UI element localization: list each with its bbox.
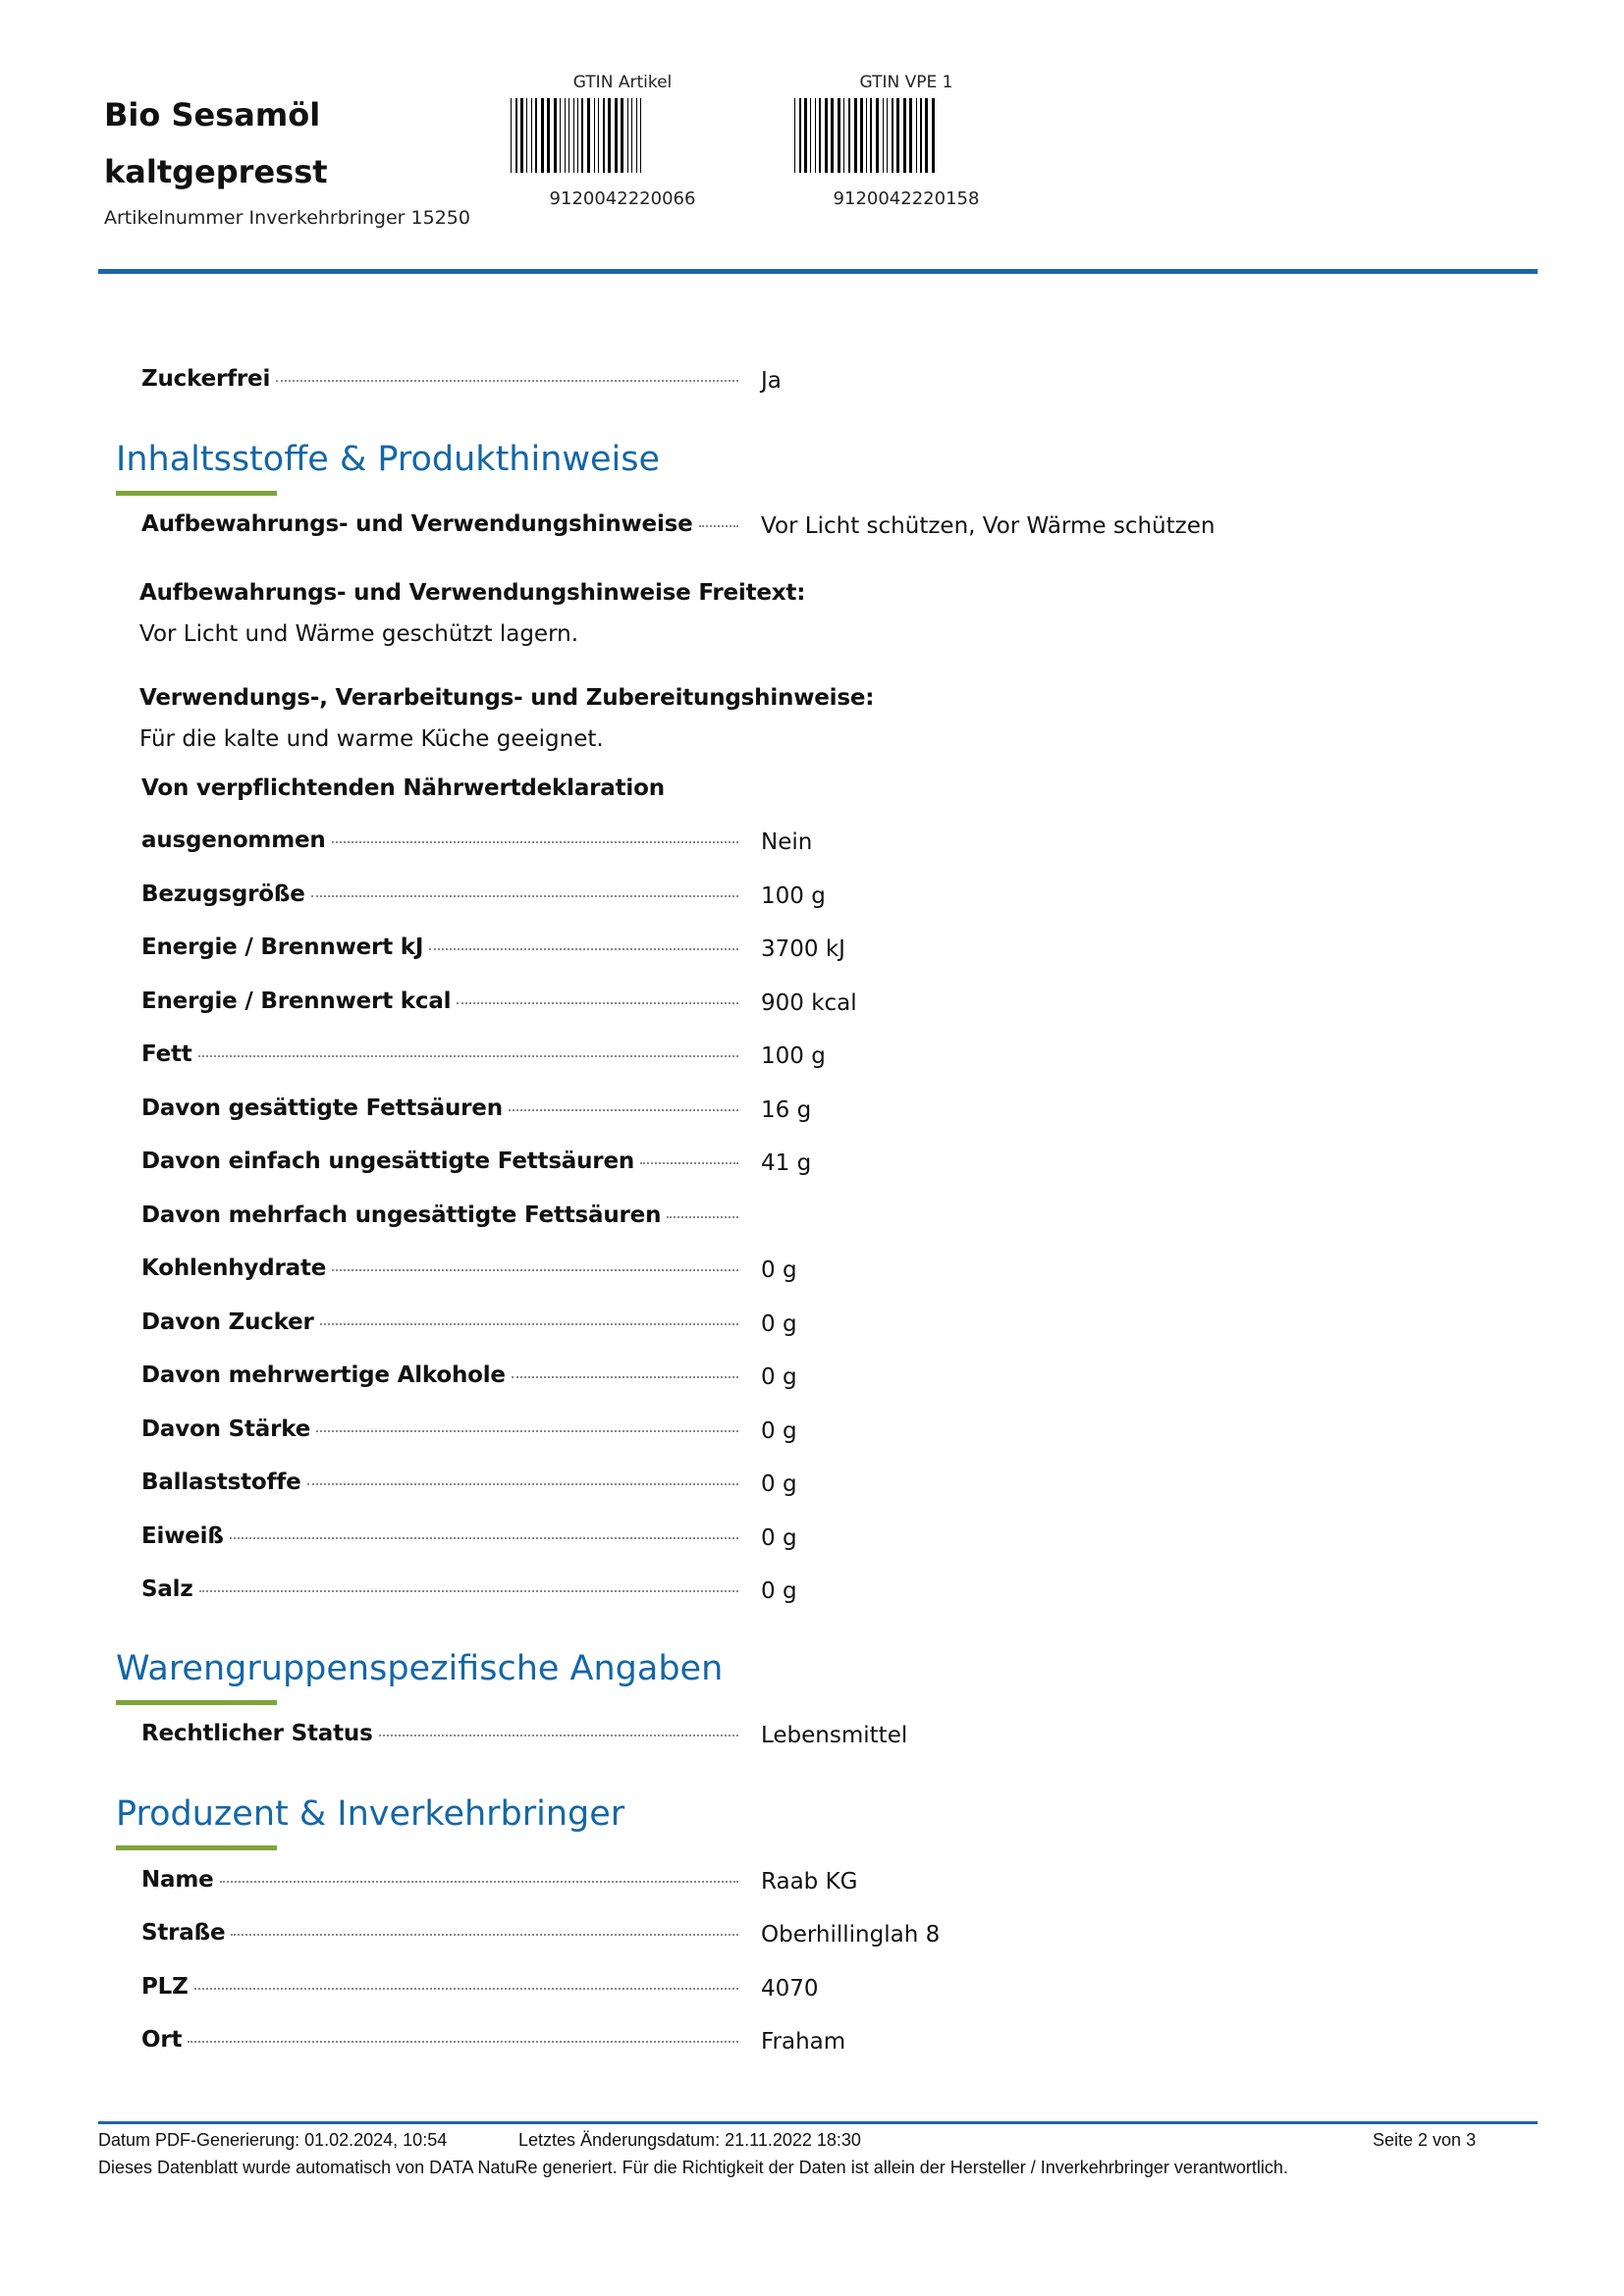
nutrition-row (141, 1576, 738, 1602)
row-key: Davon mehrwertige Alkohole (141, 1362, 506, 1388)
leader-dots (512, 1376, 738, 1378)
nutrition-row (141, 1469, 738, 1495)
row-legal-status (141, 1721, 738, 1746)
leader-dots (311, 895, 738, 897)
row-value: 0 g (761, 1257, 797, 1283)
leader-dots (230, 1537, 738, 1539)
row-value: Nein (761, 829, 813, 855)
row-key: Ort (141, 2027, 183, 2053)
row-key: Ballaststoffe (141, 1469, 301, 1495)
storage-freetext-heading: Aufbewahrungs- und Verwendungshinweise Freitext: (139, 580, 806, 606)
header-divider (98, 269, 1538, 274)
leader-dots (316, 1430, 738, 1432)
barcode-graphic (509, 98, 736, 173)
row-value: 100 g (761, 883, 826, 909)
row-value: 100 g (761, 1043, 826, 1069)
leader-dots (667, 1216, 738, 1218)
barcode-graphic (792, 98, 1020, 173)
usage-text: Für die kalte und warme Küche geeignet. (139, 726, 604, 752)
row-value: 3700 kJ (761, 936, 845, 962)
gtin-vpe-number: 9120042220158 (833, 188, 980, 209)
section-underline (116, 1845, 277, 1850)
leader-dots (220, 1881, 738, 1883)
row-key: Straße (141, 1920, 226, 1946)
product-title-line1: Bio Sesamöl (104, 96, 321, 133)
nutrition-row (141, 828, 738, 853)
row-value: 16 g (761, 1097, 812, 1123)
article-number: Artikelnummer Inverkehrbringer 15250 (104, 207, 470, 229)
row-storage (141, 511, 738, 537)
leader-dots (699, 525, 738, 527)
nutrition-row (141, 1255, 738, 1281)
row-key: Davon Zucker (141, 1309, 314, 1335)
gtin-article-label: GTIN Artikel (572, 73, 673, 92)
section-title-product-group: Warengruppenspezifische Angaben (116, 1649, 724, 1688)
footer-page: Seite 2 von 3 (1373, 2130, 1477, 2150)
row-key: Davon einfach ungesättigte Fettsäuren (141, 1148, 635, 1174)
row-producer-name (141, 1867, 738, 1893)
row-value: Oberhillinglah 8 (761, 1922, 941, 1948)
row-value: Lebensmittel (761, 1723, 908, 1748)
leader-dots (640, 1162, 738, 1164)
row-key: ausgenommen (141, 828, 326, 853)
row-key: Name (141, 1867, 214, 1893)
row-key: Rechtlicher Status (141, 1721, 373, 1746)
footer-disclaimer: Dieses Datenblatt wurde automatisch von DATA NatuRe generiert. Für die Richtigkeit der Daten ist allein der Hersteller / Inverkehrbringer verantwortlich. (98, 2158, 1288, 2177)
row-key: Salz (141, 1576, 193, 1602)
leader-dots (332, 1269, 738, 1271)
leader-dots (276, 380, 738, 382)
leader-dots (307, 1483, 738, 1485)
footer-divider (98, 2121, 1538, 2124)
row-zuckerfrei (141, 366, 738, 392)
row-key: PLZ (141, 1974, 189, 2000)
section-title-ingredients: Inhaltsstoffe & Produkthinweise (116, 440, 661, 479)
leader-dots (332, 841, 738, 843)
row-value: 0 g (761, 1311, 797, 1337)
section-underline (116, 491, 277, 496)
leader-dots (320, 1323, 738, 1325)
nutrition-row (141, 1202, 738, 1228)
row-key: Zuckerfrei (141, 366, 271, 392)
gtin-vpe-block (788, 73, 1024, 209)
nutrition-row (141, 934, 738, 960)
nutrition-row (141, 988, 738, 1014)
gtin-article-barcode (509, 98, 736, 173)
nutrition-exempt-line1: Von verpflichtenden Nährwertdeklaration (141, 775, 665, 801)
nutrition-row (141, 1041, 738, 1067)
row-key: Davon gesättigte Fettsäuren (141, 1095, 503, 1121)
leader-dots (379, 1735, 738, 1736)
row-value: 0 g (761, 1471, 797, 1497)
row-value: 0 g (761, 1525, 797, 1551)
row-key: Aufbewahrungs- und Verwendungshinweise (141, 511, 693, 537)
row-key: Davon Stärke (141, 1416, 311, 1442)
gtin-vpe-barcode (792, 98, 1020, 173)
section-title-producer: Produzent & Inverkehrbringer (116, 1794, 625, 1834)
storage-freetext-text: Vor Licht und Wärme geschützt lagern. (139, 621, 579, 647)
row-value: Fraham (761, 2029, 846, 2055)
nutrition-row (141, 881, 738, 907)
row-key: Fett (141, 1041, 192, 1067)
row-key: Energie / Brennwert kJ (141, 934, 424, 960)
nutrition-row (141, 1523, 738, 1549)
row-value: 0 g (761, 1364, 797, 1390)
row-producer-street (141, 1920, 738, 1946)
gtin-article-number: 9120042220066 (549, 188, 696, 209)
leader-dots (429, 948, 738, 950)
row-value: Ja (761, 368, 782, 394)
nutrition-row (141, 1416, 738, 1442)
row-key: Davon mehrfach ungesättigte Fettsäuren (141, 1202, 662, 1228)
section-underline (116, 1700, 277, 1705)
row-value: Vor Licht schützen, Vor Wärme schützen (761, 513, 1216, 539)
nutrition-row (141, 1309, 738, 1335)
row-key: Eiweiß (141, 1523, 224, 1549)
row-value: 0 g (761, 1578, 797, 1604)
row-producer-zip (141, 1974, 738, 2000)
row-value: 0 g (761, 1418, 797, 1444)
gtin-article-block (505, 73, 740, 209)
footer-modified: Letztes Änderungsdatum: 21.11.2022 18:30 (518, 2130, 861, 2150)
leader-dots (199, 1590, 738, 1592)
nutrition-row (141, 1148, 738, 1174)
leader-dots (198, 1055, 738, 1057)
row-value: 41 g (761, 1150, 812, 1176)
row-key: Energie / Brennwert kcal (141, 988, 452, 1014)
leader-dots (194, 1988, 738, 1990)
leader-dots (188, 2041, 738, 2043)
row-value: 4070 (761, 1976, 819, 2002)
leader-dots (509, 1109, 738, 1111)
row-producer-city (141, 2027, 738, 2053)
nutrition-row (141, 1362, 738, 1388)
nutrition-row (141, 1095, 738, 1121)
footer-generated: Datum PDF-Generierung: 01.02.2024, 10:54 (98, 2130, 448, 2150)
row-key: Bezugsgröße (141, 881, 305, 907)
gtin-vpe-label: GTIN VPE 1 (859, 73, 953, 92)
row-value: Raab KG (761, 1869, 858, 1895)
usage-heading: Verwendungs-, Verarbeitungs- und Zubereitungshinweise: (139, 685, 875, 711)
row-key: Kohlenhydrate (141, 1255, 327, 1281)
product-title-line2: kaltgepresst (104, 153, 328, 190)
leader-dots (231, 1934, 738, 1936)
leader-dots (457, 1002, 738, 1004)
row-value: 900 kcal (761, 990, 857, 1016)
